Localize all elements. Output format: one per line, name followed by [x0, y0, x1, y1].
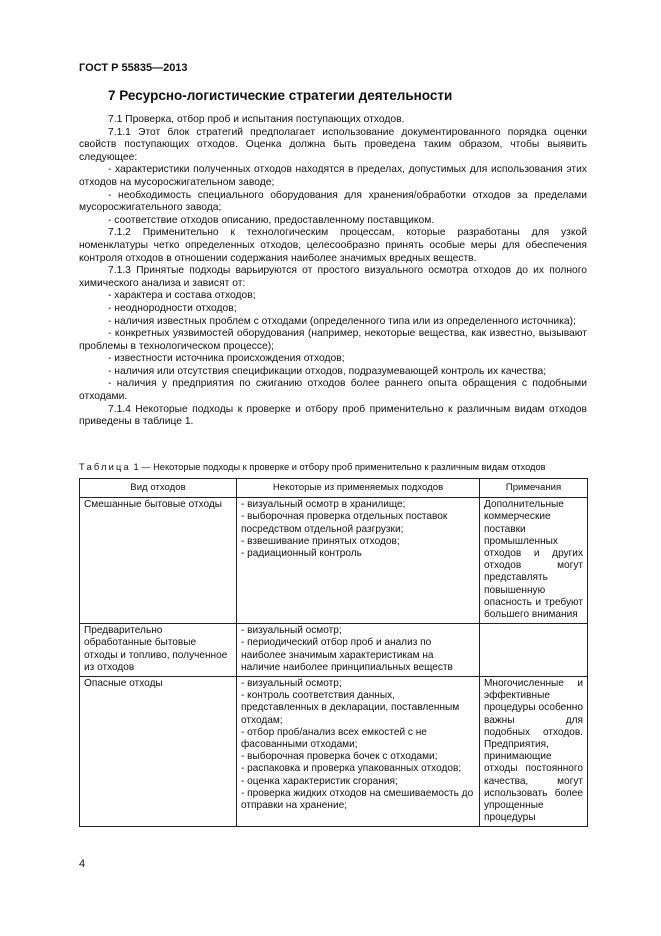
approach-item: - визуальный осмотр;	[241, 678, 342, 690]
cell-notes: Многочисленные и эффективные процедуры особенно важны для подобных отходов. Предприятия, принимающие отходы постоянного качества, могут использовать более упрощенные процедуры	[480, 677, 588, 827]
paragraph: 7.1.4 Некоторые подходы к проверке и отбору проб применительно к различным видам отходов приведены в таблице 1.	[79, 403, 587, 428]
paragraph: 7.1 Проверка, отбор проб и испытания поступающих отходов.	[108, 114, 405, 125]
table-caption	[79, 462, 594, 472]
approach-item: - проверка жидких отходов на смешиваемость до отправки на хранение;	[241, 787, 474, 812]
approach-item: - оценка характеристик сгорания;	[241, 775, 398, 787]
approach-item: - отбор проб/анализ всех емкостей с не фасованными отходами;	[241, 726, 427, 751]
approach-item: - распаковка и проверка упакованных отходов;	[241, 763, 462, 775]
list-item: - соответствие отходов описанию, предоставленному поставщиком.	[108, 214, 435, 226]
paragraph: 7.1.1 Этот блок стратегий предполагает использование документированного порядка оценки свойств поступающих отходов. Оценка должна быть проведена таким образом, чтобы выявить следующее:	[79, 126, 587, 163]
paragraph: 7.1.3 Принятые подходы варьируются от простого визуального осмотра отходов до их полного химического анализа и зависят от:	[79, 265, 587, 289]
paragraph: 7.1.2 Применительно к технологическим процессам, которые разработаны для узкой номенклатуры четко определенных отходов, целесообразно принять особые меры для обеспечения контроля отходов в отношении содержания наиболее значимых вредных веществ.	[79, 227, 587, 264]
column-header-approaches: Некоторые из применяемых подходов	[237, 479, 480, 498]
table-row	[80, 677, 588, 827]
table-header-row	[80, 479, 588, 498]
document-code: ГОСТ Р 55835—2013	[79, 62, 188, 74]
list-item: - характера и состава отходов;	[108, 290, 256, 302]
cell-notes: Дополнительные коммерческие поставки промышленных отходов и других отходов могут представлять повышенную опасность и требуют большего внимания	[480, 498, 588, 624]
approach-item: - выборочная проверка бочек с отходами;	[241, 751, 438, 763]
list-item: - наличия известных проблем с отходами (определенного типа или из определенного источника);	[108, 315, 576, 327]
list-item: - наличия у предприятия по сжиганию отходов более раннего опыта обращения с подобными отходами.	[79, 378, 587, 403]
cell-approaches	[237, 677, 480, 827]
table-caption-text: 1 — Некоторые подходы к проверке и отбору проб применительно к различным видам отходов	[130, 462, 546, 472]
cell-waste-type: Опасные отходы	[80, 677, 237, 827]
cell-waste-type: Смешанные бытовые отходы	[80, 498, 237, 624]
approach-item: - периодический отбор проб и анализ по наиболее значимым характеристикам на наличие наиболее принципиальных веществ	[241, 637, 453, 673]
waste-inspection-table	[79, 478, 588, 827]
table-row	[80, 624, 588, 677]
approach-item: - визуальный осмотр;	[241, 625, 342, 637]
approach-item: - контроль соответствия данных, представленных в декларации, поставленным отходам;	[241, 690, 460, 726]
approach-item: - визуальный осмотр в хранилище;	[241, 499, 406, 511]
list-item: - необходимость специального оборудования для хранения/обработки отходов за пределами мусоросжигательного завода;	[79, 189, 587, 214]
list-item: - характеристики полученных отходов находятся в пределах, допустимых для использования этих отходов на мусоросжигательном заводе;	[79, 164, 587, 188]
cell-approaches	[237, 624, 480, 677]
list-item: - известности источника происхождения отходов;	[108, 353, 345, 365]
table-caption-label: Таблица	[79, 462, 131, 472]
cell-approaches	[237, 498, 480, 624]
page-number: 4	[79, 858, 86, 870]
body-text	[79, 114, 587, 429]
table-row	[80, 498, 588, 624]
list-item: - конкретных уязвимостей оборудования (например, некоторые вещества, как известно, вызывают проблемы в технологическом процессе);	[79, 328, 587, 352]
cell-notes	[480, 624, 588, 677]
column-header-waste-type: Вид отходов	[80, 479, 237, 498]
list-item: - неоднородности отходов;	[108, 302, 237, 314]
list-item: - наличия или отсутствия спецификации отходов, подразумевающей контроль их качества;	[108, 365, 547, 377]
approach-item: - выборочная проверка отдельных поставок посредством отдельной разгрузки;	[241, 511, 448, 535]
approach-item: - радиационный контроль	[241, 548, 362, 560]
approach-item: - взвешивание принятых отходов;	[241, 535, 400, 547]
column-header-notes: Примечания	[480, 479, 588, 498]
cell-waste-type: Предварительно обработанные бытовые отходы и топливо, полученное из отходов	[80, 624, 237, 677]
section-title: 7 Ресурсно-логистические стратегии деятельности	[108, 88, 453, 103]
